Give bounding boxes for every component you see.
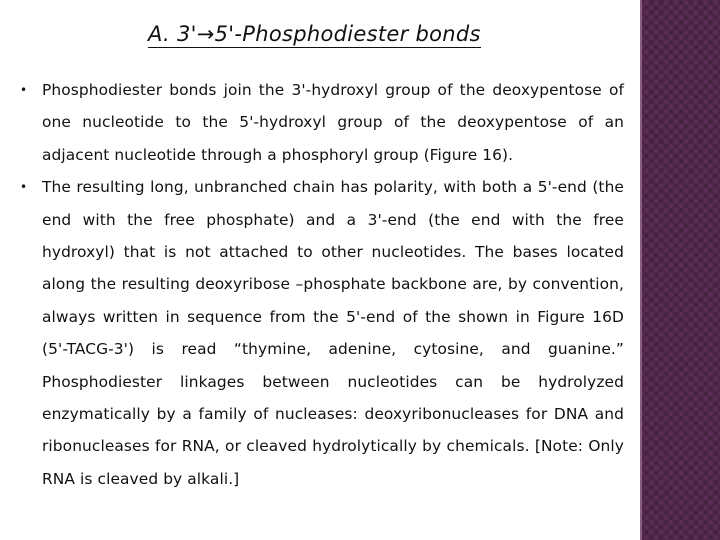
bullet-icon: • bbox=[20, 180, 28, 195]
bullet-text: Phosphodiester bonds join the 3'-hydroxyl group of the deoxypentose of one nucleotide to the 5'-hydroxyl group of the deoxypentose of an adjacent nucleotide through a phosphoryl group (Figure 16). bbox=[42, 81, 624, 164]
bullet-item bbox=[18, 74, 624, 171]
slide-title: A. 3'→5'-Phosphodiester bonds bbox=[148, 22, 481, 46]
bullet-text: The resulting long, unbranched chain has polarity, with both a 5'-end (the end with the free phosphate) and a 3'-end (the end with the free hydroxyl) that is not attached to other nucleotides. The bases located along the resulting deoxyribose –phosphate backbone are, by convention, always written in sequence from the 5'-end of the shown in Figure 16D (5'-TACG-3') is read “thymine, adenine, cytosine, and guanine.” Phosphodiester linkages between nucleotides can be hydrolyzed enzymatically by a family of nucleases: deoxyribonucleases for DNA and ribonucleases for RNA, or cleaved hydrolytically by chemicals. [Note: Only RNA is cleaved by alkali.] bbox=[42, 178, 624, 488]
bullet-list bbox=[18, 74, 624, 495]
bullet-icon: • bbox=[20, 83, 28, 97]
decorative-sidebar bbox=[642, 0, 720, 540]
bullet-item bbox=[18, 171, 624, 495]
